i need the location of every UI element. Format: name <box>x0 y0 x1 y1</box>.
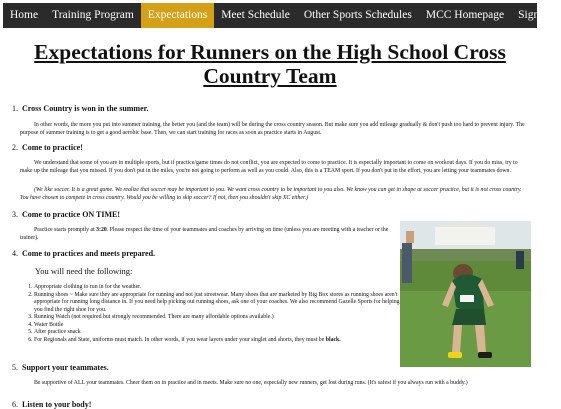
main-navigation <box>3 3 554 28</box>
section-4-list <box>20 284 404 344</box>
page-title: Expectations for Runners on the High School Cross Country Team <box>34 40 506 88</box>
section-2-text: We understand that some of you are in multiple sports, but if practice/game times do not conflict, you are expected to come to practice. It is especially important to come on workout days. If you do miss, try to make up the mileage that you missed. If you don't put in the miles, you're not going to perform as well as you could. Also, this is a TEAM sport. If you don't put in the effort, you are letting your teammates down. <box>20 160 518 174</box>
list-item-text: For Regionals and State, uniforms must match. In other words, if you wear layers under your singlet and shorts, they must be <box>34 336 325 343</box>
practice-time: 3:20 <box>96 227 107 233</box>
section-5-text: Be supportive of ALL your teammates. Cheer them on in practice and in meets. Make sure no one, especially new runners, get lost during runs. (It's safest if you always run with a buddy.) <box>34 380 468 386</box>
section-2-heading <box>12 143 83 152</box>
list-item: 3. Running Watch (not required but strongly recommended. There are many affordable options available.) <box>34 314 404 322</box>
list-item: 1. Appropriate clothing to run in for the weather. <box>34 284 404 292</box>
section-number: 3. <box>12 210 18 219</box>
section-title: Come to practice! <box>22 143 83 152</box>
section-6-heading <box>12 400 91 409</box>
section-number: 1. <box>12 104 18 113</box>
list-item <box>34 337 404 345</box>
section-title: Come to practice ON TIME! <box>22 210 121 219</box>
section-1-heading <box>12 104 148 113</box>
list-item: 5. After practice snack <box>34 329 404 337</box>
section-number: 2. <box>12 143 18 152</box>
nav-mcc-homepage[interactable]: MCC Homepage <box>425 9 505 21</box>
nav-training-program[interactable]: Training Program <box>52 9 134 21</box>
section-1-text: In other words, the more you put into summer training, the better you (and the team) will be during the cross country season. But make sure you add mileage gradually & don't push too hard to prevent injury. The purpose of summer training is to get a good aerobic base. Then, we can start training for races as soon as practice starts in August. <box>20 122 525 136</box>
page-content <box>0 28 540 88</box>
section-number: 6. <box>12 400 18 409</box>
nav-meet-schedule[interactable]: Meet Schedule <box>221 9 290 21</box>
text-segment: . Please respect the time of your teammates and coaches by arriving on time (unless you are meeting with a teacher or the trainer). <box>20 227 389 241</box>
section-title: Listen to your body! <box>22 400 92 409</box>
list-item: 4. Water Bottle <box>34 322 404 330</box>
section-number: 4. <box>12 249 18 258</box>
runner-photo <box>400 221 531 367</box>
section-4-subheading: You will need the following: <box>35 266 133 276</box>
list-item: 2. Running shoes ~ Make sure they are appropriate for running and not just streetwear. Many shoes that are marketed by Big Box stores as running shoes aren't appropriate for running long distance in. If you need help picking out running shoes, ask one of your coaches. We also recommend Gazelle Sports for helping you find the right shoe for you. <box>34 292 404 315</box>
nav-other-sports-schedules[interactable]: Other Sports Schedules <box>303 9 412 21</box>
section-4-heading <box>12 249 155 258</box>
section-3-heading <box>12 210 120 219</box>
section-number: 5. <box>12 363 18 372</box>
nav-sign-up[interactable]: Sign up <box>518 9 554 21</box>
section-3-text <box>20 226 390 242</box>
nav-home[interactable]: Home <box>10 9 39 21</box>
section-2-note: (We like soccer. It is a great game. We realize that soccer may be important to you. We want cross country to be important to you also. We know you can get in shape at soccer practice, but it is not cross country. You have chosen to compete in cross country. Would you be willing to skip soccer? If not, then you shouldn't skip XC either.) <box>20 187 522 201</box>
section-title: Support your teammates. <box>22 363 109 372</box>
text-segment: Practice starts promptly at <box>34 227 97 233</box>
list-item-emphasis: black. <box>325 336 341 343</box>
nav-expectations[interactable]: Expectations <box>141 3 214 28</box>
section-title: Come to practices and meets prepared. <box>22 249 156 258</box>
section-5-heading <box>12 363 109 372</box>
section-title: Cross Country is won in the summer. <box>22 104 149 113</box>
